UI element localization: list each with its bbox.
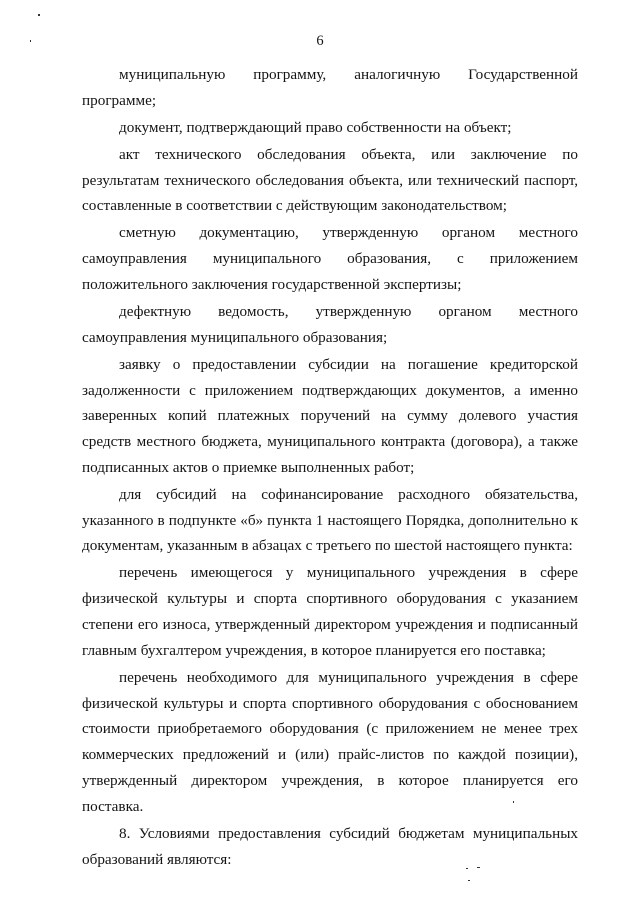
page-number: 6 — [316, 33, 324, 49]
paragraph-municipal-program: муниципальную программу, аналогичную Государственной программе; — [82, 66, 578, 109]
paragraph-inspection-act: акт технического обследования объекта, или заключение по результатам технического обследования объекта, или технический паспорт, составленные в соответствии с действующим законодательством; — [82, 145, 578, 215]
paragraph-subsidy-application: заявку о предоставлении субсидии на погашение кредиторской задолженности с приложением подтверждающих документов, а именно заверенных копий платежных поручений на сумму долевого участия средств местного бюджета, муниципального контракта (договора), а также подписанных актов о приемке выполненных работ; — [82, 355, 578, 476]
scan-speck — [513, 801, 514, 803]
paragraph-subsidy-conditions: 8. Условиями предоставления субсидий бюджетам муниципальных образований являются: — [82, 824, 578, 868]
scan-speck — [468, 880, 470, 881]
paragraph-existing-equipment-list: перечень имеющегося у муниципального учреждения в сфере физической культуры и спорта спортивного оборудования с указанием степени его износа, утвержденный директором учреждения и подписанный главным бухгалтером учреждения, в которое планируется его поставка; — [82, 564, 578, 659]
paragraph-cofinancing-subsidies: для субсидий на софинансирование расходного обязательства, указанного в подпункте «б» пункта 1 настоящего Порядка, дополнительно к документам, указанным в абзацах с третьего по шестой настоящего пункта: — [82, 485, 578, 555]
scan-speck — [477, 867, 480, 868]
paragraph-estimate-documentation: сметную документацию, утвержденную органом местного самоуправления муниципального образования, с приложением положительного заключения государственной экспертизы; — [82, 224, 578, 293]
scan-speck — [466, 868, 468, 869]
document-body — [82, 62, 578, 874]
paragraph-required-equipment-list: перечень необходимого для муниципального учреждения в сфере физической культуры и спорта спортивного оборудования с обоснованием стоимости приобретаемого оборудования (с приложением не менее трех коммерческих предложений и (или) прайс-листов по каждой позиции), утвержденный директором учреждения, в которое планируется его поставка. — [82, 668, 578, 815]
scan-speck — [38, 14, 40, 16]
paragraph-defect-statement: дефектную ведомость, утвержденную органом местного самоуправления муниципального образования; — [82, 302, 578, 346]
paragraph-ownership-document: документ, подтверждающий право собственности на объект; — [119, 118, 512, 136]
scan-speck — [30, 40, 31, 42]
